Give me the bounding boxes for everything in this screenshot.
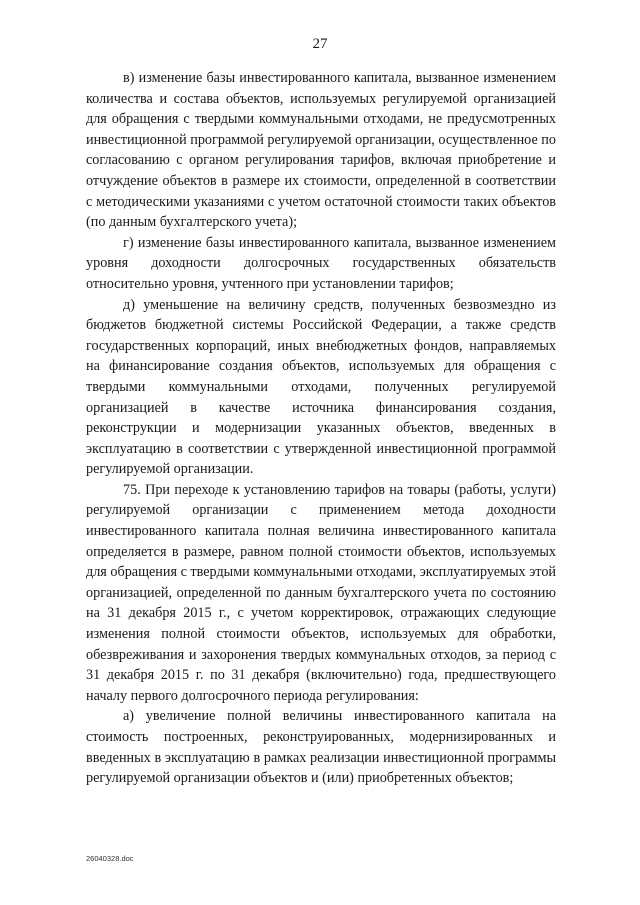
paragraph-g: г) изменение базы инвестированного капитала, вызванное изменением уровня доходности долгосрочных государственных обязательств относительно уровня, учтенного при установлении тарифов;: [86, 234, 556, 292]
paragraph-75: 75. При переходе к установлению тарифов на товары (работы, услуги) регулируемой организации с применением метода доходности инвестированного капитала полная величина инвестированного капитала определяется в размере, равном полной стоимости объектов, используемых для обращения с твердыми коммунальными отходами, эксплуатируемых этой организацией, определенной по данным бухгалтерского учета по состоянию на 31 декабря 2015 г., с учетом корректировок, отражающих следующие изменения полной стоимости объектов, используемых для обработки, обезвреживания и захоронения твердых коммунальных отходов, за период с 31 декабря 2015 г. по 31 декабря (включительно) года, предшествующего началу первого долгосрочного периода регулирования:: [86, 481, 556, 704]
paragraph-v: в) изменение базы инвестированного капитала, вызванное изменением количества и состава объектов, используемых регулируемой организацией для обращения с твердыми коммунальными отходами, не предусмотренных инвестиционной программой регулируемой организации, осуществленное по согласованию с органом регулирования тарифов, включая приобретение и отчуждение объектов в размере их стоимости, определенной в соответствии с методическими указаниями с учетом остаточной стоимости таких объектов (по данным бухгалтерского учета);: [86, 70, 556, 231]
document-body: [86, 68, 556, 789]
paragraph-a: а) увеличение полной величины инвестированного капитала на стоимость построенных, реконструированных, модернизированных и введенных в эксплуатацию в рамках реализации инвестиционной программы регулируемой организации объектов и (или) приобретенных объектов;: [86, 708, 556, 787]
page-number: 27: [312, 36, 328, 52]
footer-filename: 26040328.doc: [86, 854, 134, 863]
paragraph-d: д) уменьшение на величину средств, полученных безвозмездно из бюджетов бюджетной системы Российской Федерации, а также средств государственных корпораций, иных внебюджетных фондов, направляемых на финансирование создания объектов, используемых для обращения с твердыми коммунальными отходами, полученных регулируемой организацией в качестве источника финансирования создания, реконструкции и модернизации указанных объектов, введенных в эксплуатацию в соответствии с утвержденной инвестиционной программой регулируемой организации.: [86, 296, 556, 478]
